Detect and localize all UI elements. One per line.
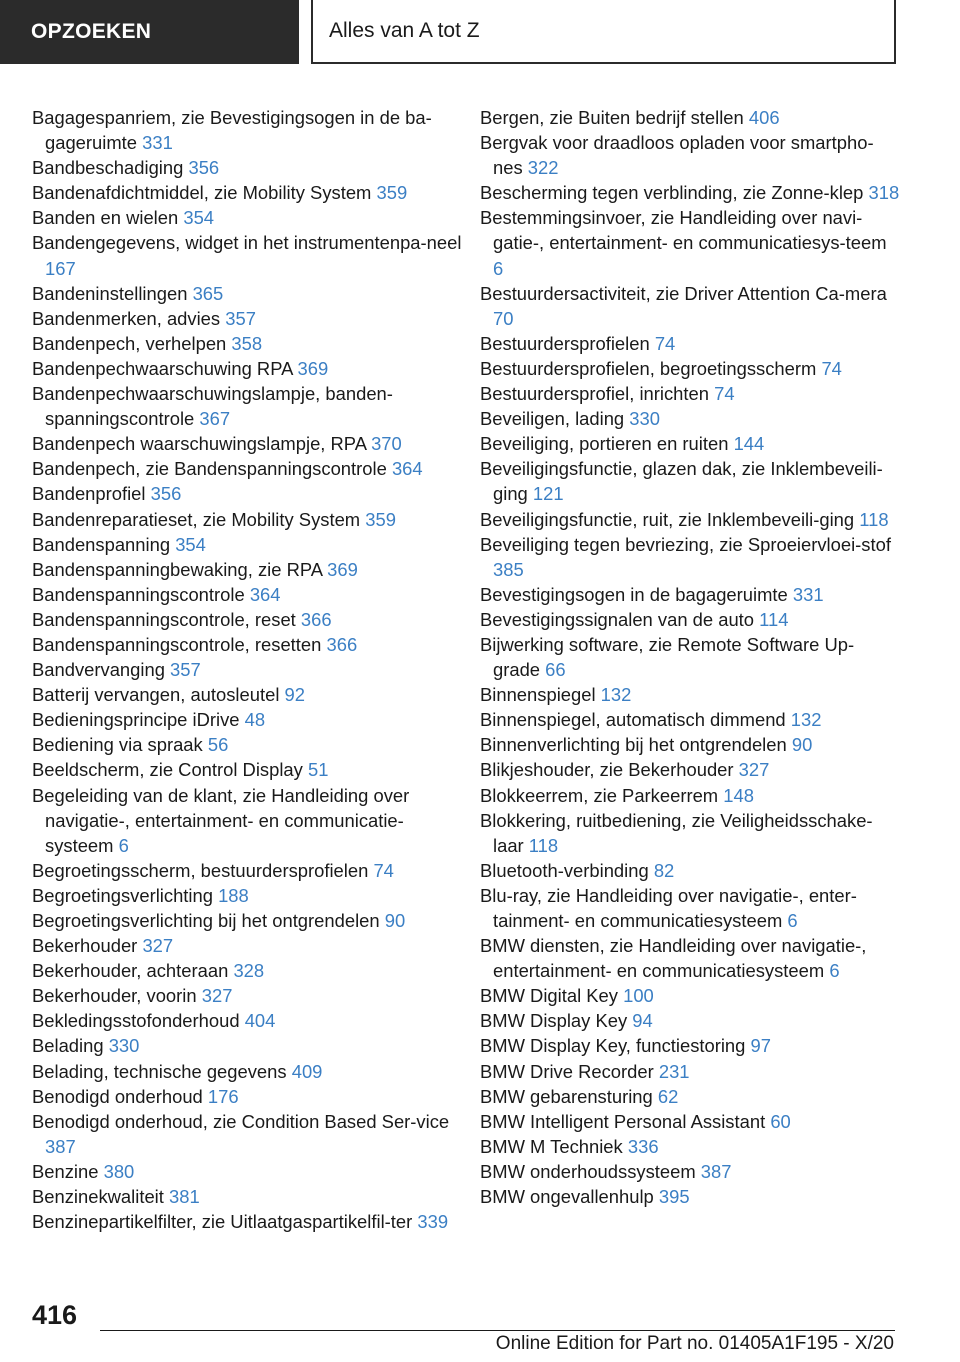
entry-text: BMW Drive Recorder [480, 1060, 654, 1082]
entry-text: Batterij vervangen, autosleutel [32, 684, 280, 706]
page-link[interactable]: 365 [192, 282, 224, 304]
entry-text: Bekerhouder [32, 935, 138, 957]
entry-text: Bandenprofiel [32, 483, 146, 505]
entry-text: Bandenmerken, advies [32, 307, 221, 329]
index-entry [480, 1059, 900, 1084]
page-link[interactable]: 358 [231, 332, 263, 354]
page-link[interactable]: 6 [829, 960, 840, 982]
index-column-right [480, 105, 900, 1209]
entry-text: Bevestigingssignalen van de auto [480, 608, 755, 630]
entry-text: Beveiliging tegen bevriezing, zie Sproeiervloei-stof [480, 533, 891, 555]
page-link[interactable]: 6 [493, 257, 504, 279]
index-entry [32, 431, 462, 456]
entry-text: BMW ongevallenhulp [480, 1186, 654, 1208]
index-entry [480, 331, 900, 356]
page-link[interactable]: 336 [627, 1135, 659, 1157]
index-entry [480, 532, 900, 582]
page-link[interactable]: 176 [207, 1085, 239, 1107]
entry-text: Benodigd onderhoud, zie Condition Based Ser-vice [32, 1110, 450, 1132]
page-link[interactable]: 94 [632, 1010, 653, 1032]
index-entry [32, 757, 462, 782]
page-link[interactable]: 66 [545, 659, 566, 681]
index-entry [32, 1109, 462, 1159]
index-entry [32, 958, 462, 983]
page-link[interactable]: 369 [327, 558, 358, 580]
entry-text: Binnenspiegel [480, 684, 596, 706]
index-entry [32, 456, 462, 481]
entry-text: BMW Intelligent Personal Assistant [480, 1110, 766, 1132]
page-link[interactable]: 167 [45, 257, 76, 279]
index-entry [32, 732, 462, 757]
footer-divider [100, 1330, 895, 1331]
index-entry [480, 356, 900, 381]
index-entry [480, 1184, 900, 1209]
page-link[interactable]: 132 [600, 684, 632, 706]
page-link[interactable]: 364 [391, 458, 423, 480]
entry-text: Begroetingsverlichting bij het ontgrendelen [32, 910, 380, 931]
page-link[interactable]: 74 [373, 859, 394, 881]
entry-text: Benzinekwaliteit [32, 1186, 164, 1208]
page-link[interactable]: 74 [821, 357, 842, 379]
page-link[interactable]: 380 [103, 1160, 135, 1182]
entry-text: Bestuurdersactiviteit, zie Driver Attention Ca-mera [480, 282, 887, 304]
entry-text: Blikjeshouder, zie Bekerhouder [480, 759, 734, 781]
page-link[interactable]: 118 [859, 508, 889, 530]
index-entry [32, 783, 462, 858]
entry-text: Binnenverlichting bij het ontgrendelen [480, 734, 787, 756]
page-link[interactable]: 354 [175, 533, 206, 555]
entry-text: Beveiligen, lading [480, 408, 625, 430]
entry-text: Benzinepartikelfilter, zie Uitlaatgaspartikelfil-ter [32, 1211, 413, 1233]
page-link[interactable]: 322 [527, 157, 559, 179]
entry-text: Bandenspanningscontrole, resetten [32, 633, 322, 655]
page-link[interactable]: 188 [218, 884, 249, 906]
index-entry [32, 532, 462, 557]
entry-text: Beveiligingsfunctie, ruit, zie Inklembeveili-ging [480, 508, 855, 530]
index-entry [32, 682, 462, 707]
entry-text: Binnenspiegel, automatisch dimmend [480, 709, 786, 731]
page-link[interactable]: 51 [307, 759, 329, 781]
entry-text: BMW Digital Key [480, 985, 618, 1007]
index-entry [32, 331, 462, 356]
page-link[interactable]: 356 [188, 157, 220, 179]
entry-text: Bandenpech waarschuwingslampje, RPA [32, 433, 366, 455]
entry-text: Benodigd onderhoud [32, 1085, 203, 1107]
index-entry [32, 281, 462, 306]
page-link[interactable]: 70 [493, 307, 514, 329]
entry-text: Bevestigingsogen in de bagageruimte [480, 583, 788, 605]
page-link[interactable]: 387 [45, 1135, 76, 1157]
entry-text: Bandvervanging [32, 659, 165, 681]
index-entry [32, 356, 462, 381]
index-entry [480, 732, 900, 757]
page-link[interactable]: 385 [493, 558, 524, 580]
page-link[interactable]: 90 [384, 910, 406, 931]
entry-text: Blokkering, ruitbediening, zie Veiligheidsschake-laar [480, 809, 873, 856]
index-column-left [32, 105, 462, 1234]
page-link[interactable]: 357 [225, 307, 256, 329]
index-entry [480, 431, 900, 456]
page-link[interactable]: 339 [417, 1211, 449, 1233]
index-entry [480, 1109, 900, 1134]
index-entry [32, 306, 462, 331]
entry-text: Bandenpechwaarschuwing RPA [32, 357, 293, 379]
index-entry [480, 582, 900, 607]
index-entry [480, 406, 900, 431]
index-entry [32, 180, 462, 205]
index-entry [480, 456, 900, 506]
page-link[interactable]: 144 [733, 433, 765, 455]
page-link[interactable]: 327 [201, 985, 233, 1007]
page-link[interactable]: 381 [169, 1186, 200, 1208]
page-link[interactable]: 92 [284, 684, 305, 706]
page-link[interactable]: 148 [723, 784, 754, 806]
page-link[interactable]: 118 [528, 834, 559, 856]
index-entry [32, 632, 462, 657]
entry-text: Bandenafdichtmiddel, zie Mobility System [32, 182, 372, 204]
page-link[interactable]: 404 [244, 1010, 276, 1032]
entry-text: Bandeninstellingen [32, 282, 188, 304]
index-entry [32, 1008, 462, 1033]
entry-text: Bandengegevens, widget in het instrumentenpa-neel [32, 232, 462, 254]
index-entry [480, 1033, 900, 1058]
index-entry [32, 1184, 462, 1209]
index-entry [480, 757, 900, 782]
entry-text: Banden en wielen [32, 207, 179, 229]
index-entry [32, 1033, 462, 1058]
index-entry [480, 607, 900, 632]
entry-text: Bandbeschadiging [32, 157, 184, 179]
entry-text: BMW gebarensturing [480, 1085, 653, 1107]
page-link[interactable]: 331 [792, 583, 824, 605]
entry-text: Bestemmingsinvoer, zie Handleiding over navi-gatie-, entertainment- en communicatiesys-teem [480, 207, 887, 254]
index-entry [480, 682, 900, 707]
index-entry [32, 1084, 462, 1109]
page-link[interactable]: 406 [748, 107, 780, 128]
index-entry [480, 707, 900, 732]
page-link[interactable]: 132 [790, 709, 822, 731]
page-link[interactable]: 327 [738, 759, 770, 781]
chapter-title: Alles van A tot Z [311, 0, 896, 64]
page-link[interactable]: 357 [170, 659, 201, 681]
page-link[interactable]: 74 [714, 383, 735, 405]
page-header [0, 0, 960, 66]
index-entry [32, 155, 462, 180]
section-tab: OPZOEKEN [0, 0, 299, 64]
page-link[interactable]: 330 [108, 1035, 140, 1057]
index-entry [480, 858, 900, 883]
index-entry [32, 858, 462, 883]
entry-text: Bergvak voor draadloos opladen voor smartpho-nes [480, 132, 874, 179]
index-entry [32, 1059, 462, 1084]
index-entry [480, 1159, 900, 1184]
entry-text: Bluetooth-verbinding [480, 859, 649, 881]
entry-text: BMW M Techniek [480, 1135, 623, 1157]
entry-text: Bandenpech, verhelpen [32, 332, 227, 354]
page-link[interactable]: 60 [770, 1110, 791, 1132]
page-link[interactable]: 231 [658, 1060, 690, 1082]
page-link[interactable]: 366 [300, 608, 332, 630]
index-entry [32, 481, 462, 506]
page-link[interactable]: 366 [326, 633, 358, 655]
index-entry [32, 1159, 462, 1184]
page-link[interactable]: 359 [365, 508, 396, 530]
index-entry [32, 933, 462, 958]
index-entry [480, 883, 900, 933]
index-entry [32, 883, 462, 908]
entry-text: Bandenpechwaarschuwingslampje, banden-spanningscontrole [32, 383, 393, 430]
page-link[interactable]: 370 [371, 433, 402, 455]
page-link[interactable]: 56 [207, 734, 229, 756]
page-link[interactable]: 330 [629, 408, 660, 430]
index-entry [480, 632, 900, 682]
index-entry [480, 281, 900, 331]
entry-text: Bekerhouder, achteraan [32, 960, 229, 982]
index-entry [32, 908, 462, 933]
page-link[interactable]: 387 [700, 1160, 732, 1182]
entry-text: BMW Display Key, functiestoring [480, 1035, 746, 1057]
entry-text: Bandenreparatieset, zie Mobility System [32, 508, 361, 530]
edition-note: Online Edition for Part no. 01405A1F195 - X/20 [495, 1333, 894, 1354]
page-link[interactable]: 114 [759, 608, 789, 630]
entry-text: Beeldscherm, zie Control Display [32, 759, 303, 781]
page-link[interactable]: 369 [297, 357, 329, 379]
index-entry [480, 205, 900, 280]
page-link[interactable]: 74 [654, 332, 676, 354]
entry-text: Bandenspanningscontrole [32, 583, 245, 605]
entry-text: Bestuurdersprofiel, inrichten [480, 383, 709, 405]
entry-text: Bandenspanningbewaking, zie RPA [32, 558, 323, 580]
index-entry [32, 657, 462, 682]
page-number: 416 [32, 1300, 78, 1330]
entry-text: Bediening via spraak [32, 734, 203, 756]
index-entry [480, 507, 900, 532]
index-entry [32, 557, 462, 582]
index-entry [32, 105, 462, 155]
entry-text: Bestuurdersprofielen, begroetingsscherm [480, 357, 817, 379]
page-link[interactable]: 364 [249, 583, 281, 605]
page-link[interactable]: 97 [750, 1035, 771, 1057]
page-link[interactable]: 367 [199, 408, 231, 430]
index-entry [480, 808, 900, 858]
entry-text: Bestuurdersprofielen [480, 332, 650, 354]
index-entry [480, 180, 900, 205]
entry-text: Blu-ray, zie Handleiding over navigatie-, enter-tainment- en communicatiesysteem [480, 884, 857, 931]
page-link[interactable]: 100 [623, 985, 654, 1007]
entry-text: Bandenspanning [32, 533, 171, 555]
entry-text: Bergen, zie Buiten bedrijf stellen [480, 107, 744, 128]
page-link[interactable]: 90 [791, 734, 813, 756]
page-link[interactable]: 331 [142, 132, 173, 154]
entry-text: Bekerhouder, voorin [32, 985, 197, 1007]
page-link[interactable]: 354 [183, 207, 215, 229]
index-entry [32, 205, 462, 230]
entry-text: Belading [32, 1035, 104, 1057]
index-entry [32, 381, 462, 431]
entry-text: Begeleiding van de klant, zie Handleiding over navigatie-, entertainment- en communicatie-systeem [32, 784, 410, 856]
index-entry [32, 607, 462, 632]
page-link[interactable]: 356 [150, 483, 182, 505]
index-entry [480, 1008, 900, 1033]
entry-text: Begroetingsscherm, bestuurdersprofielen [32, 859, 369, 881]
page-link[interactable]: 62 [657, 1085, 679, 1107]
page-link[interactable]: 409 [291, 1060, 323, 1082]
entry-text: Bandenspanningscontrole, reset [32, 608, 296, 630]
page-link[interactable]: 327 [142, 935, 174, 957]
entry-text: Benzine [32, 1160, 99, 1182]
index-entry [480, 105, 900, 130]
index-entry [480, 1084, 900, 1109]
index-entry [32, 582, 462, 607]
entry-text: Bescherming tegen verblinding, zie Zonne-klep [480, 182, 864, 204]
page-link[interactable]: 318 [868, 182, 900, 204]
entry-text: Bedieningsprincipe iDrive [32, 709, 240, 731]
index-entry [32, 230, 462, 280]
index-entry [32, 1209, 462, 1234]
entry-text: Bandenpech, zie Bandenspanningscontrole [32, 458, 387, 480]
index-entry [480, 1134, 900, 1159]
page-link[interactable]: 395 [658, 1186, 690, 1208]
page-link[interactable]: 121 [532, 483, 564, 505]
entry-text: BMW diensten, zie Handleiding over navigatie-, entertainment- en communicatiesysteem [480, 935, 867, 982]
page-link[interactable]: 6 [118, 834, 129, 856]
page-link[interactable]: 328 [233, 960, 265, 982]
index-entry [480, 783, 900, 808]
page-link[interactable]: 82 [653, 859, 675, 881]
page-link[interactable]: 48 [244, 709, 266, 731]
index-entry [480, 381, 900, 406]
entry-text: Bekledingsstofonderhoud [32, 1010, 240, 1032]
page-link[interactable]: 359 [376, 182, 408, 204]
entry-text: Bijwerking software, zie Remote Software Up-grade [480, 633, 855, 681]
entry-text: Beveiliging, portieren en ruiten [480, 433, 729, 455]
entry-text: BMW onderhoudssysteem [480, 1160, 696, 1182]
entry-text: Bagagespanriem, zie Bevestigingsogen in de ba-gageruimte [32, 107, 432, 154]
entry-text: Beveiligingsfunctie, glazen dak, zie Inklembeveili-ging [480, 458, 883, 505]
entry-text: Belading, technische gegevens [32, 1060, 287, 1082]
index-entry [480, 130, 900, 180]
entry-text: Blokkeerrem, zie Parkeerrem [480, 784, 719, 806]
entry-text: Begroetingsverlichting [32, 884, 213, 906]
page-link[interactable]: 6 [787, 910, 798, 931]
index-entry [32, 507, 462, 532]
index-entry [480, 933, 900, 983]
entry-text: BMW Display Key [480, 1010, 628, 1032]
index-entry [32, 983, 462, 1008]
index-entry [480, 983, 900, 1008]
index-entry [32, 707, 462, 732]
